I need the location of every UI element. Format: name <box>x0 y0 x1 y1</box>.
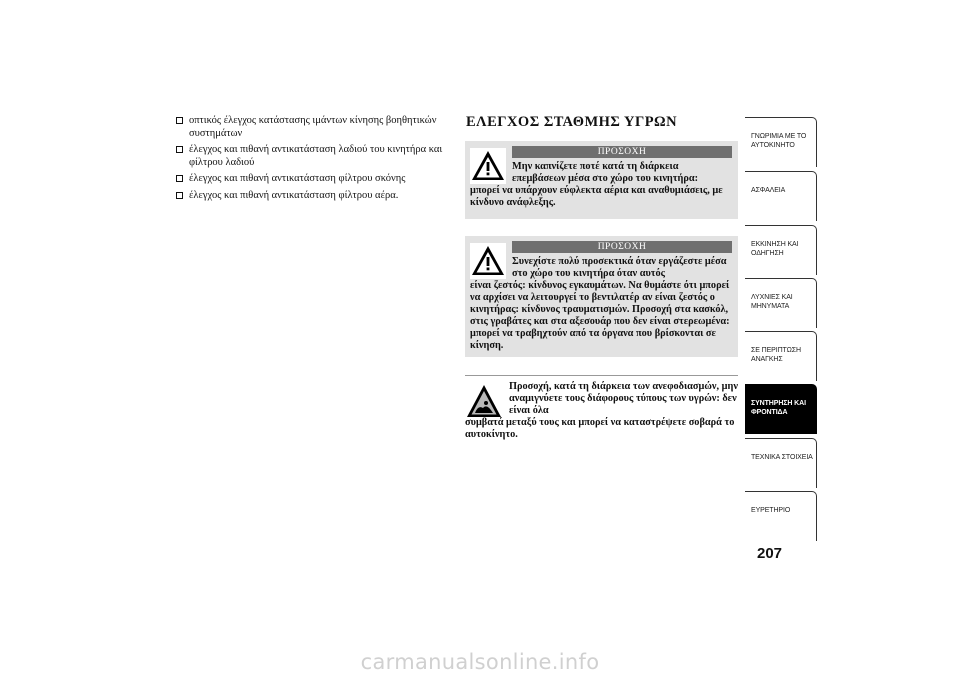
tab-lights-messages[interactable]: ΛΥΧΝΙΕΣ ΚΑΙ ΜΗΝΥΜΑΤΑ <box>745 278 817 328</box>
warning-triangle-icon <box>470 243 506 279</box>
environment-note: Προσοχή, κατά τη διάρκεια των ανεφοδιασμών, μην αναμιγνύετε τους διάφορους τύπους των υγρών: δεν είναι όλα συμβατά μεταξύ τους και μπορεί να καταστρέψετε σοβαρά το αυτοκίνητο. <box>465 381 738 440</box>
tab-emergency[interactable]: ΣΕ ΠΕΡΙΠΤΩΣΗ ΑΝΑΓΚΗΣ <box>745 331 817 381</box>
maintenance-checklist <box>176 115 451 206</box>
tab-getting-to-know[interactable]: ΓΝΩΡΙΜΙΑ ΜΕ ΤΟ ΑΥΤΟΚΙΝΗΤΟ <box>745 117 817 167</box>
list-item: έλεγχος και πιθανή αντικατάσταση φίλτρου αέρα. <box>176 190 451 203</box>
warning-triangle-icon <box>470 148 506 184</box>
tab-index[interactable]: ΕΥΡΕΤΗΡΙΟ <box>745 491 817 541</box>
list-item: οπτικός έλεγχος κατάστασης ιμάντων κίνησης βοηθητικών συστημάτων <box>176 115 451 140</box>
checkbox-icon <box>176 192 183 199</box>
section-title: ΕΛΕΓΧΟΣ ΣΤΑΘΜΗΣ ΥΓΡΩΝ <box>466 114 678 130</box>
checkbox-icon <box>176 175 183 182</box>
warning-text: Μην καπνίζετε ποτέ κατά τη διάρκεια επεμβάσεων μέσα στο χώρο του κινητήρα: μπορεί να υπάρχουν εύφλεκτα αέρια και αναθυμιάσεις, με κίνδυνο ανάφλεξης. <box>470 161 723 208</box>
tab-maintenance-care[interactable]: ΣΥΝΤΗΡΗΣΗ ΚΑΙ ΦΡΟΝΤΙΔΑ <box>745 384 817 434</box>
tab-starting-driving[interactable]: ΕΚΚΙΝΗΣΗ ΚΑΙ ΟΔΗΓΗΣΗ <box>745 225 817 275</box>
warning-header: ΠΡΟΣΟΧΗ <box>512 146 732 158</box>
tab-technical-data[interactable]: ΤΕΧΝΙΚΑ ΣΤΟΙΧΕΙΑ <box>745 438 817 488</box>
warning-box <box>465 236 738 357</box>
warning-text: Συνεχίστε πολύ προσεκτικά όταν εργάζεστε μέσα στο χώρο του κινητήρα όταν αυτός είναι ζεστός: κίνδυνος εγκαυμάτων. Να θυμάστε ότι μπορεί να αρχίσει να λειτουργεί το βεντιλατέρ αν είναι ζεστός ο κινητήρας: κίνδυνος τραυματισμών. Προσοχή στα κασκόλ, στις γραβάτες και στα αξεσουάρ που δεν είναι στερεωμένα: μπορεί να τραβηχτούν από τα όργανα που βρίσκονται σε κίνηση. <box>470 256 730 351</box>
list-item: έλεγχος και πιθανή αντικατάσταση φίλτρου σκόνης <box>176 173 451 186</box>
warning-box <box>465 141 738 219</box>
watermark: carmanualsonline.info <box>360 650 600 674</box>
divider <box>465 375 738 376</box>
tab-safety[interactable]: ΑΣΦΑΛΕΙΑ <box>745 171 817 221</box>
checkbox-icon <box>176 117 183 124</box>
environment-icon <box>466 383 502 419</box>
list-item: έλεγχος και πιθανή αντικατάσταση λαδιού του κινητήρα και φίλτρου λαδιού <box>176 144 451 169</box>
warning-header: ΠΡΟΣΟΧΗ <box>512 241 732 253</box>
page-number: 207 <box>757 545 783 562</box>
checkbox-icon <box>176 146 183 153</box>
